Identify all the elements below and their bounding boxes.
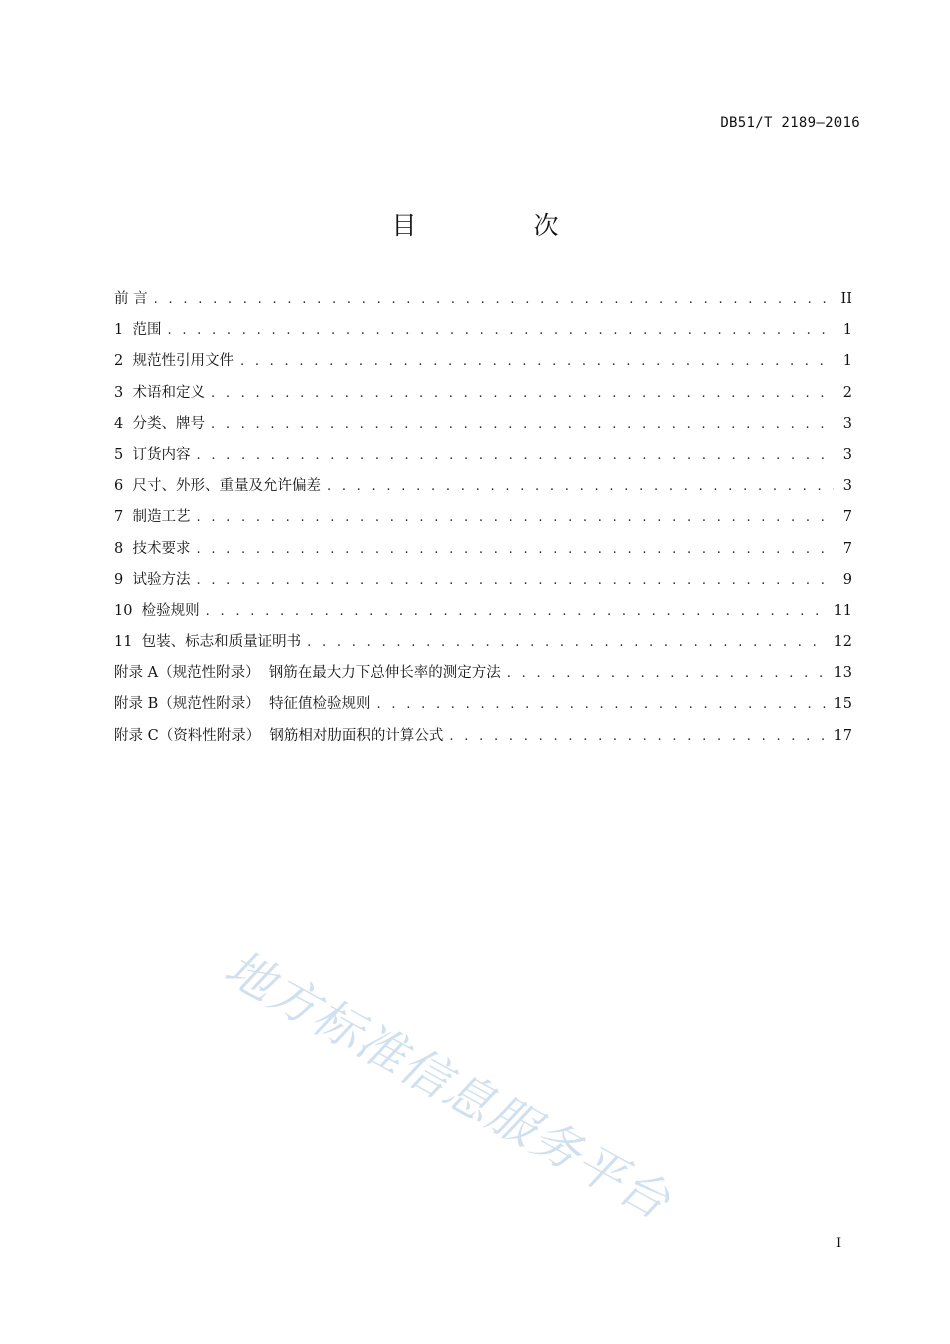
toc-entry-10[interactable] [114, 596, 852, 627]
toc-entry-page: 15 [833, 696, 852, 713]
toc-leader-dots [307, 627, 825, 658]
table-of-contents [114, 284, 852, 752]
standard-number: DB51/T 2189—2016 [720, 115, 860, 131]
toc-entry-page: II [840, 291, 852, 307]
toc-entry-page: 11 [833, 602, 852, 619]
toc-entry-page: 1 [842, 353, 852, 370]
toc-leader-dots [376, 689, 825, 720]
toc-entry-label: 8 技术要求 [114, 540, 191, 557]
toc-entry-label: 9 试验方法 [114, 571, 191, 588]
toc-leader-dots [206, 596, 826, 627]
toc-entry-page: 7 [842, 540, 852, 557]
toc-entry-label: 附录 A（规范性附录） 钢筋在最大力下总伸长率的测定方法 [114, 665, 501, 682]
toc-entry-4[interactable] [114, 409, 852, 440]
toc-entry-page: 7 [842, 509, 852, 526]
toc-entry-5[interactable] [114, 440, 852, 471]
toc-entry-label: 3 术语和定义 [114, 384, 205, 401]
toc-entry-appendix-b[interactable] [114, 689, 852, 720]
toc-entry-11[interactable] [114, 627, 852, 658]
toc-entry-label: 6 尺寸、外形、重量及允许偏差 [114, 478, 321, 495]
toc-leader-dots [154, 284, 833, 315]
toc-entry-label: 前 言 [114, 291, 148, 307]
toc-entry-foreword[interactable] [114, 284, 852, 315]
toc-entry-9[interactable] [114, 565, 852, 596]
toc-entry-page: 9 [842, 571, 852, 588]
toc-entry-label: 附录 C（资料性附录） 钢筋相对肋面积的计算公式 [114, 727, 444, 744]
toc-leader-dots [167, 315, 834, 346]
toc-leader-dots [507, 658, 826, 689]
toc-entry-appendix-c[interactable] [114, 721, 852, 752]
toc-entry-label: 附录 B（规范性附录） 特征值检验规则 [114, 696, 371, 713]
toc-entry-6[interactable] [114, 471, 852, 502]
toc-leader-dots [211, 409, 834, 440]
toc-entry-label: 10 检验规则 [114, 602, 200, 619]
toc-entry-3[interactable] [114, 378, 852, 409]
toc-entry-page: 12 [833, 634, 852, 651]
toc-leader-dots [196, 440, 834, 471]
toc-entry-1[interactable] [114, 315, 852, 346]
toc-entry-page: 17 [833, 727, 852, 744]
toc-entry-appendix-a[interactable] [114, 658, 852, 689]
toc-title: 目 次 [391, 211, 605, 240]
toc-leader-dots [196, 565, 834, 596]
toc-leader-dots [211, 378, 834, 409]
toc-entry-label: 7 制造工艺 [114, 509, 191, 526]
toc-entry-label: 5 订货内容 [114, 446, 191, 463]
toc-entry-label: 2 规范性引用文件 [114, 353, 234, 370]
toc-leader-dots [196, 502, 834, 533]
toc-entry-2[interactable] [114, 346, 852, 377]
toc-entry-label: 4 分类、牌号 [114, 415, 205, 432]
toc-leader-dots [240, 346, 834, 377]
toc-entry-page: 3 [842, 415, 852, 432]
page-number: I [836, 1236, 842, 1251]
toc-entry-page: 1 [842, 322, 852, 339]
toc-leader-dots [327, 471, 834, 502]
toc-leader-dots [196, 534, 834, 565]
toc-entry-page: 2 [842, 384, 852, 401]
toc-entry-label: 11 包装、标志和质量证明书 [114, 634, 302, 651]
toc-entry-8[interactable] [114, 534, 852, 565]
toc-entry-label: 1 范围 [114, 322, 162, 339]
toc-entry-page: 3 [842, 446, 852, 463]
toc-leader-dots [449, 721, 825, 752]
toc-entry-7[interactable] [114, 502, 852, 533]
toc-entry-page: 13 [833, 665, 852, 682]
watermark-text: 地方标准信息服务平台 [215, 939, 680, 1232]
toc-entry-page: 3 [842, 478, 852, 495]
